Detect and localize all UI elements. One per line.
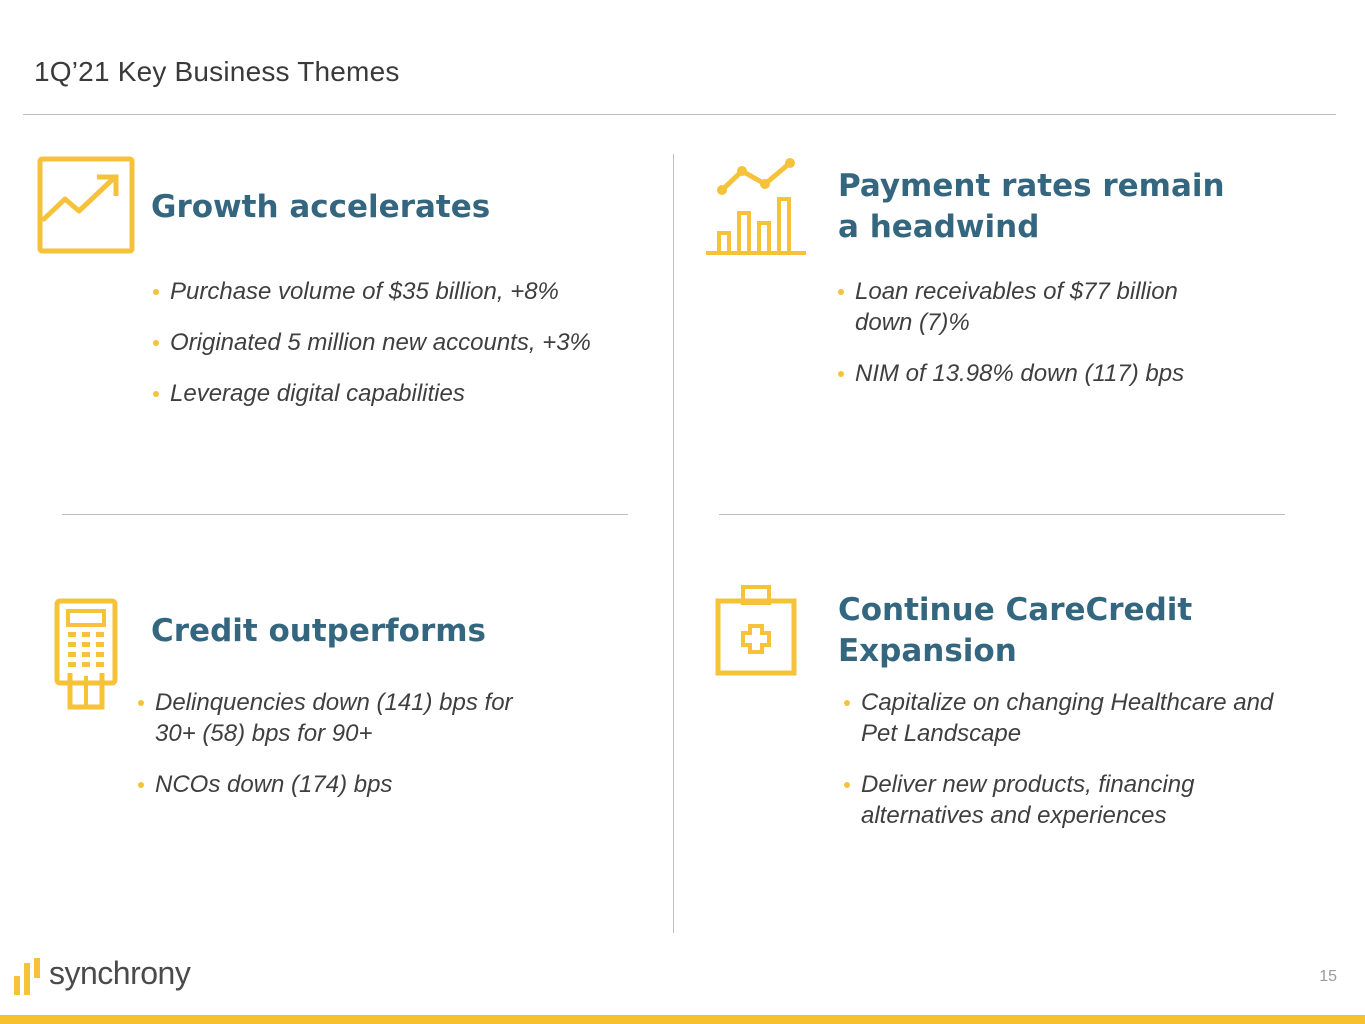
vertical-divider [673, 154, 674, 933]
growth-bullet-list [152, 276, 652, 429]
list-item: NIM of 13.98% down (117) bps [837, 358, 1237, 389]
credit-heading: Credit outperforms [151, 613, 487, 649]
payment-heading-line1: Payment rates remain [838, 168, 1225, 204]
slide-title: 1Q’21 Key Business Themes [34, 56, 400, 87]
payment-heading [838, 166, 1225, 248]
growth-heading: Growth accelerates [151, 189, 491, 225]
list-item: Delinquencies down (141) bps for 30+ (58) bps for 90+ [137, 687, 557, 749]
page-number: 15 [1319, 968, 1337, 985]
list-item: Loan receivables of $77 billion down (7)% [837, 276, 1237, 338]
trend-up-chart-icon [37, 156, 135, 254]
list-item: Deliver new products, financing alternatives and experiences [843, 769, 1283, 831]
carecredit-bullet-list [843, 687, 1283, 851]
footer-accent-bar [0, 1015, 1365, 1024]
list-item: Originated 5 million new accounts, +3% [152, 327, 652, 358]
bar-line-chart-icon [705, 156, 807, 258]
carecredit-heading [838, 590, 1192, 672]
carecredit-heading-line2: Expansion [838, 633, 1017, 669]
payment-heading-line2: a headwind [838, 209, 1040, 245]
right-section-divider [719, 514, 1285, 515]
title-divider [23, 114, 1336, 115]
synchrony-logo-text: synchrony [49, 955, 191, 991]
synchrony-logo-mark [14, 958, 44, 998]
list-item: Purchase volume of $35 billion, +8% [152, 276, 652, 307]
list-item: NCOs down (174) bps [137, 769, 557, 800]
left-section-divider [62, 514, 628, 515]
medical-kit-icon [715, 584, 797, 678]
list-item: Capitalize on changing Healthcare and Pet Landscape [843, 687, 1283, 749]
card-terminal-icon [54, 598, 118, 712]
credit-bullet-list [137, 687, 557, 820]
payment-bullet-list [837, 276, 1237, 409]
carecredit-heading-line1: Continue CareCredit [838, 592, 1193, 628]
list-item: Leverage digital capabilities [152, 378, 652, 409]
